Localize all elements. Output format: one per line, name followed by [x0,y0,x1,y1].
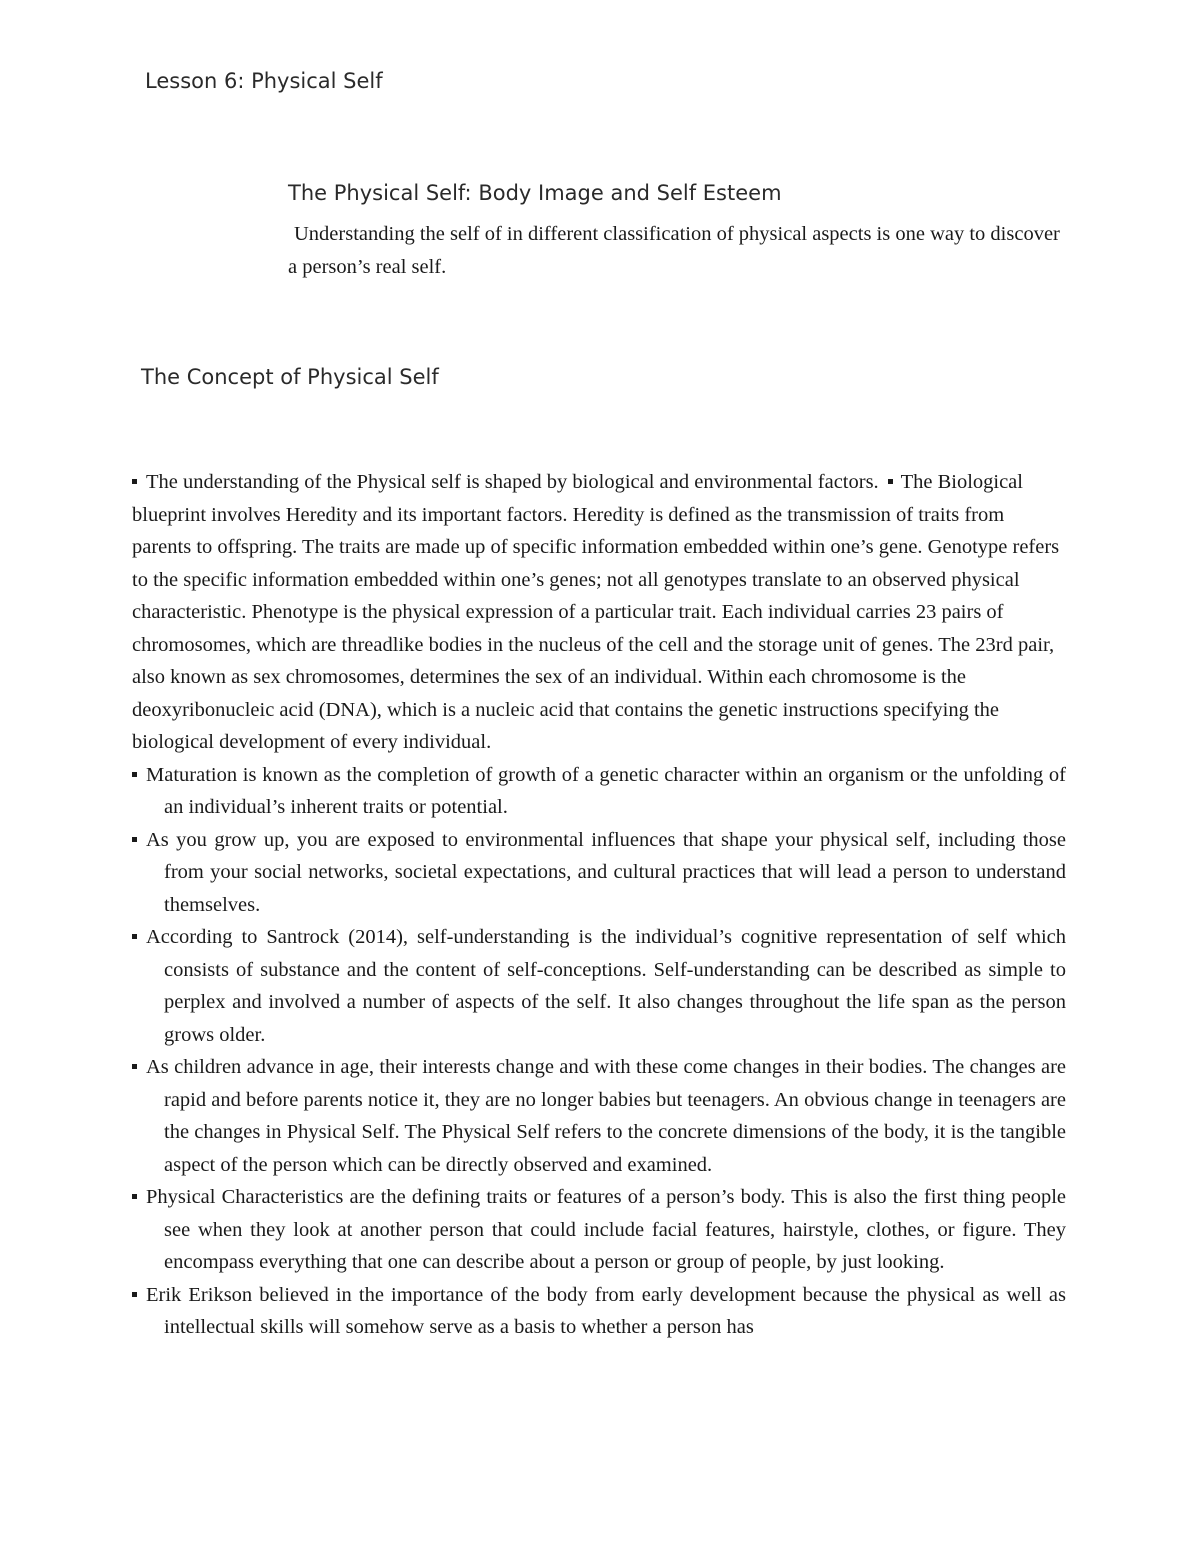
bullet-text: Erik Erikson believed in the importance of the body from early development because the physical as well as intellectual skills will somehow serve as a basis to whether a person has [146,1283,1066,1338]
bullet-text: Maturation is known as the completion of growth of a genetic character within an organism or the unfolding of an individual’s inherent traits or potential. [146,763,1066,818]
first-paragraph-part2: The Biological blueprint involves Heredity and its important factors. Heredity is defined as the transmission of traits from parents to offspring. The traits are made up of specific information embedded within one’s gene. Genotype refers to the specific information embedded within one’s genes; not all genotypes translate to an observed physical characteristic. Phenotype is the physical expression of a particular trait. Each individual carries 23 pairs of chromosomes, which are threadlike bodies in the nucleus of the cell and the storage unit of genes. The 23rd pair, also known as sex chromosomes, determines the sex of an individual. Within each chromosome is the deoxyribonucleic acid (DNA), which is a nucleic acid that contains the genetic instructions specifying the biological development of every individual. [132,471,1060,753]
bullet-text: Physical Characteristics are the defining traits or features of a person’s body. This is also the first thing people see when they look at another person that could include facial features, hairstyle, clothes, or figure. They encompass everything that one can describe about a person or group of people, by just looking. [146,1186,1066,1273]
bullet-item [132,1279,1066,1344]
bullet-icon [132,1279,146,1312]
first-paragraph-part1: The understanding of the Physical self is shaped by biological and environmental factors. [146,471,879,493]
intro-paragraph: Understanding the self of in different classification of physical aspects is one way to discover a person’s real self. [288,223,1060,278]
bullet-icon [132,824,146,857]
bullet-icon [132,921,146,954]
bullet-item [132,1051,1066,1181]
lesson-title: Lesson 6: Physical Self [145,69,383,93]
bullet-icon [132,1181,146,1214]
bullet-item [132,759,1066,824]
concept-heading: The Concept of Physical Self [141,365,439,389]
bullet-text: As you grow up, you are exposed to environmental influences that shape your physical self, including those from your social networks, societal expectations, and cultural practices that will lead a person to understand themselves. [146,828,1066,916]
bullet-item [132,921,1066,1051]
bullet-icon [132,1051,146,1084]
bullet-text: As children advance in age, their interests change and with these come changes in their bodies. The changes are rapid and before parents notice it, they are no longer babies but teenagers. An obvious change in teenagers are the changes in Physical Self. The Physical Self refers to the concrete dimensions of the body, it is the tangible aspect of the person which can be directly observed and examined. [146,1056,1066,1176]
bullet-icon [132,759,146,792]
body-text [132,466,1066,1344]
bullet-icon [132,466,146,499]
section-subtitle: The Physical Self: Body Image and Self Esteem [288,181,782,205]
bullet-text: According to Santrock (2014), self-understanding is the individual’s cognitive representation of self which consists of substance and the content of self-conceptions. Self-understanding can be described as simple to perplex and involved a number of aspects of the self. It also changes throughout the life span as the person grows older. [146,926,1066,1046]
bullet-item [132,824,1066,922]
bullet-item [132,1181,1066,1279]
first-paragraph [132,466,1066,759]
bullet-icon [884,466,896,499]
